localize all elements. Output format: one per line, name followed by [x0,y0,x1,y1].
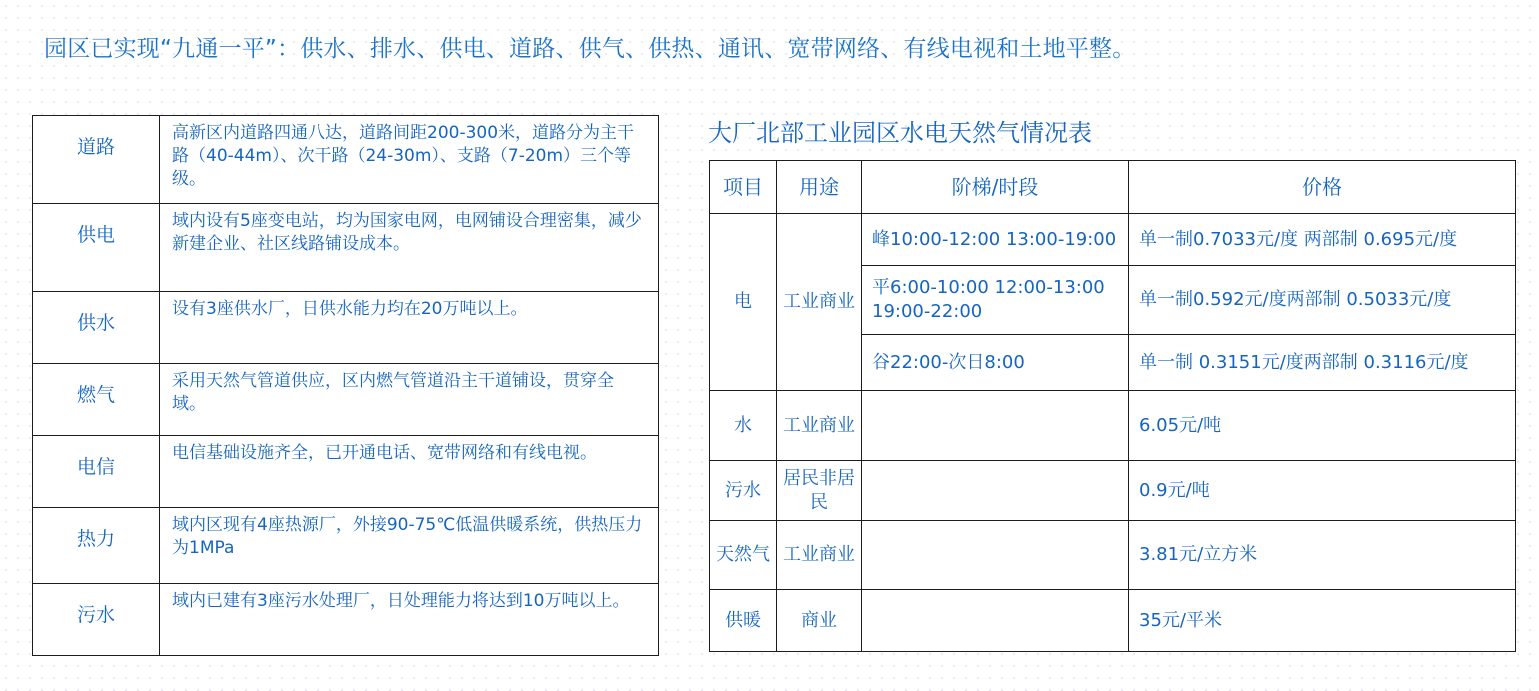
usage-cell: 工业商业 [777,214,862,391]
price-table-title: 大厂北部工业园区水电天然气情况表 [708,119,1092,147]
period-cell [862,461,1129,521]
item-cell: 天然气 [710,521,777,590]
row-description: 域内已建有3座污水处理厂，日处理能力将达到10万吨以上。 [160,584,659,656]
header-price: 价格 [1129,161,1516,214]
period-cell: 平6:00-10:00 12:00-13:00 19:00-22:00 [862,266,1129,335]
infrastructure-table [32,115,659,656]
table-row [710,590,1516,652]
table-row [710,521,1516,590]
row-label: 电信 [33,436,160,508]
table-row [33,508,659,584]
row-description: 电信基础设施齐全，已开通电话、宽带网络和有线电视。 [160,436,659,508]
header-item: 项目 [710,161,777,214]
table-header-row [710,161,1516,214]
usage-cell: 商业 [777,590,862,652]
row-label: 燃气 [33,364,160,436]
table-row [710,214,1516,266]
usage-cell: 工业商业 [777,391,862,461]
period-cell: 谷22:00-次日8:00 [862,335,1129,391]
item-cell: 供暖 [710,590,777,652]
row-label: 污水 [33,584,160,656]
row-label: 热力 [33,508,160,584]
usage-cell: 工业商业 [777,521,862,590]
price-cell: 0.9元/吨 [1129,461,1516,521]
utility-price-table [709,160,1516,652]
item-cell: 水 [710,391,777,461]
item-cell: 污水 [710,461,777,521]
price-cell: 3.81元/立方米 [1129,521,1516,590]
row-description: 域内区现有4座热源厂，外接90-75℃低温供暖系统，供热压力为1MPa [160,508,659,584]
header-period: 阶梯/时段 [862,161,1129,214]
price-cell: 6.05元/吨 [1129,391,1516,461]
usage-cell: 居民非居民 [777,461,862,521]
period-cell [862,590,1129,652]
headline: 园区已实现“九通一平”：供水、排水、供电、道路、供气、供热、通讯、宽带网络、有线电视和土地平整。 [44,36,1136,62]
header-usage: 用途 [777,161,862,214]
row-description: 采用天然气管道供应，区内燃气管道沿主干道铺设，贯穿全域。 [160,364,659,436]
table-row [33,584,659,656]
period-cell [862,521,1129,590]
price-cell: 35元/平米 [1129,590,1516,652]
period-cell: 峰10:00-12:00 13:00-19:00 [862,214,1129,266]
price-cell: 单一制0.7033元/度 两部制 0.695元/度 [1129,214,1516,266]
price-cell: 单一制0.592元/度两部制 0.5033元/度 [1129,266,1516,335]
table-row [710,391,1516,461]
row-description: 高新区内道路四通八达，道路间距200-300米，道路分为主干路（40-44m）、次干路（24-30m）、支路（7-20m）三个等级。 [160,116,659,204]
table-row [33,436,659,508]
table-row [33,204,659,292]
table-row [33,364,659,436]
row-label: 供电 [33,204,160,292]
row-description: 域内设有5座变电站，均为国家电网，电网铺设合理密集，减少新建企业、社区线路铺设成本。 [160,204,659,292]
row-description: 设有3座供水厂，日供水能力均在20万吨以上。 [160,292,659,364]
row-label: 道路 [33,116,160,204]
table-row [33,292,659,364]
table-row [33,116,659,204]
period-cell [862,391,1129,461]
table-row [710,461,1516,521]
row-label: 供水 [33,292,160,364]
price-cell: 单一制 0.3151元/度两部制 0.3116元/度 [1129,335,1516,391]
item-cell: 电 [710,214,777,391]
